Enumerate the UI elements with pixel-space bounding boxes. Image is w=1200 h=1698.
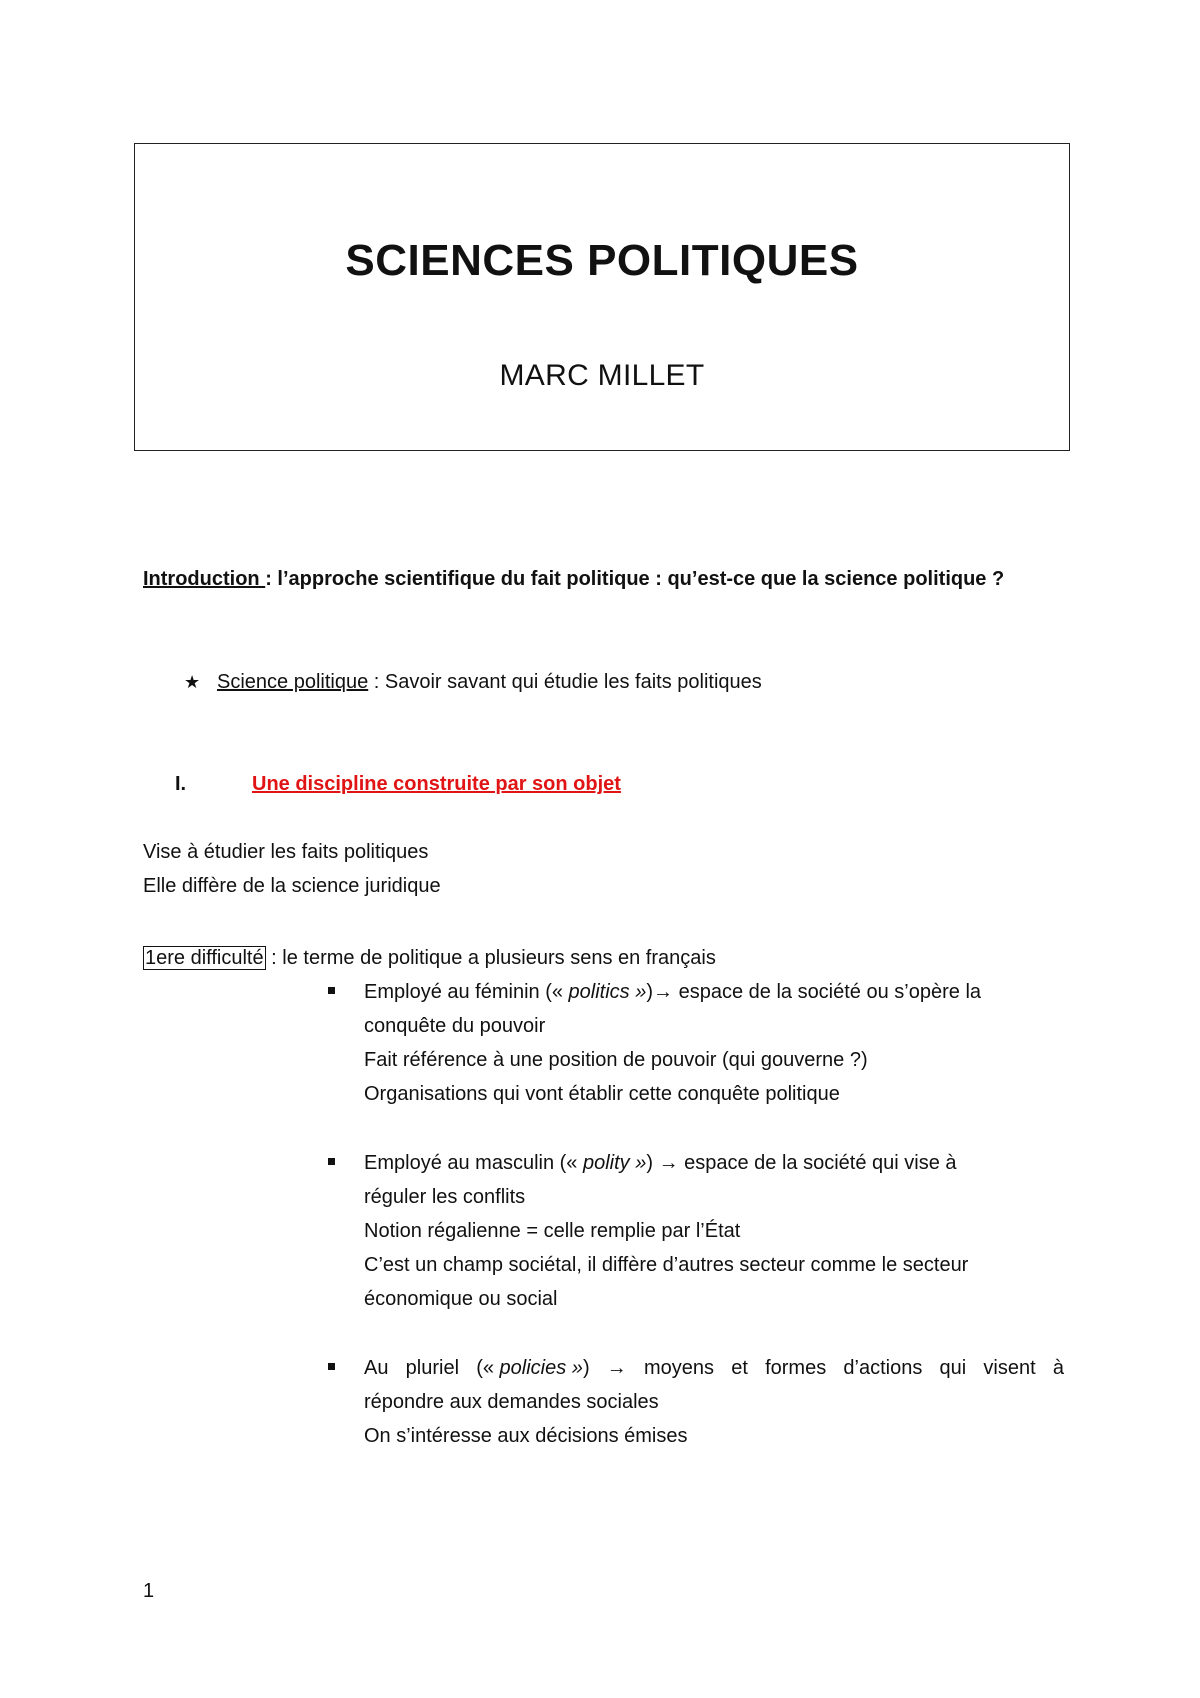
bullet-2-after: ) — [646, 1152, 659, 1174]
bullet-3-open: (« — [476, 1357, 500, 1379]
bullet-2-line-3: Notion régalienne = celle remplie par l’État — [364, 1220, 741, 1242]
arrow-icon: → — [653, 981, 674, 1003]
bullet-1-line-2: conquête du pouvoir — [364, 1015, 546, 1037]
bullet-2-rest: espace de la société qui vise à — [678, 1152, 957, 1174]
bullet-3-term-group — [476, 1354, 589, 1382]
bullet-1-intro: Employé au féminin (« — [364, 981, 563, 1003]
bullet-2-intro: Employé au masculin (« — [364, 1152, 583, 1174]
introduction-label: Introduction — [143, 568, 266, 590]
square-bullet-icon — [328, 987, 335, 994]
bullet-2-line-2: réguler les conflits — [364, 1186, 526, 1208]
page-number: 1 — [143, 1580, 155, 1602]
bullet-3-word: à — [1052, 1357, 1064, 1379]
bullet-3-close: ) — [582, 1357, 590, 1379]
bullet-3-word: pluriel — [405, 1357, 460, 1379]
bullet-3-word: qui — [939, 1357, 967, 1379]
bullet-3-word: moyens — [643, 1357, 715, 1379]
bullet-1-term: politics » — [562, 981, 647, 1003]
bullet-1-line-1 — [364, 978, 981, 1006]
definition-line — [217, 668, 762, 696]
difficulty-line — [143, 944, 716, 972]
bullet-2-line-5: économique ou social — [364, 1288, 558, 1310]
bullet-3-line-2: répondre aux demandes sociales — [364, 1391, 659, 1413]
arrow-icon: → — [606, 1357, 627, 1379]
introduction-colon: : — [265, 568, 272, 590]
definition-term: Science politique — [217, 671, 369, 693]
square-bullet-icon — [328, 1158, 335, 1165]
bullet-3-word: formes — [765, 1357, 827, 1379]
arrow-icon: → — [658, 1152, 679, 1174]
difficulty-text: : le terme de politique a plusieurs sens en français — [265, 947, 716, 969]
square-bullet-icon — [328, 1363, 335, 1370]
introduction-text: l’approche scientifique du fait politique : qu’est-ce que la science politique ? — [271, 568, 1005, 590]
bullet-3-line-1 — [364, 1354, 1064, 1382]
definition-text: : Savoir savant qui étudie les faits politiques — [368, 671, 762, 693]
bullet-1-after: ) — [646, 981, 654, 1003]
bullet-1-line-3: Fait référence à une position de pouvoir (qui gouverne ?) — [364, 1049, 868, 1071]
bullet-3-word: visent — [983, 1357, 1036, 1379]
bullet-3-word: d’actions — [843, 1357, 923, 1379]
bullet-2-line-1 — [364, 1149, 957, 1177]
document-author: MARC MILLET — [499, 359, 705, 392]
bullet-3-term: policies » — [499, 1357, 583, 1379]
section-title: Une discipline construite par son objet — [252, 773, 621, 795]
bullet-1-rest: espace de la société ou s’opère la — [673, 981, 982, 1003]
star-icon: ★ — [184, 672, 201, 692]
section-number: I. — [175, 773, 187, 795]
bullet-2-term: polity » — [582, 1152, 647, 1174]
bullet-1-line-4: Organisations qui vont établir cette conquête politique — [364, 1083, 840, 1105]
bullet-3-word: et — [731, 1357, 748, 1379]
paragraph-line-2: Elle diffère de la science juridique — [143, 875, 441, 897]
title-box — [134, 143, 1070, 451]
document-title: SCIENCES POLITIQUES — [345, 236, 859, 285]
paragraph-line-1: Vise à étudier les faits politiques — [143, 841, 429, 863]
difficulty-label: 1ere difficulté — [145, 947, 264, 969]
bullet-3-word: Au — [364, 1357, 389, 1379]
bullet-2-line-4: C’est un champ sociétal, il diffère d’autres secteur comme le secteur — [364, 1254, 969, 1276]
bullet-3-line-3: On s’intéresse aux décisions émises — [364, 1425, 688, 1447]
introduction-heading — [143, 565, 1004, 593]
